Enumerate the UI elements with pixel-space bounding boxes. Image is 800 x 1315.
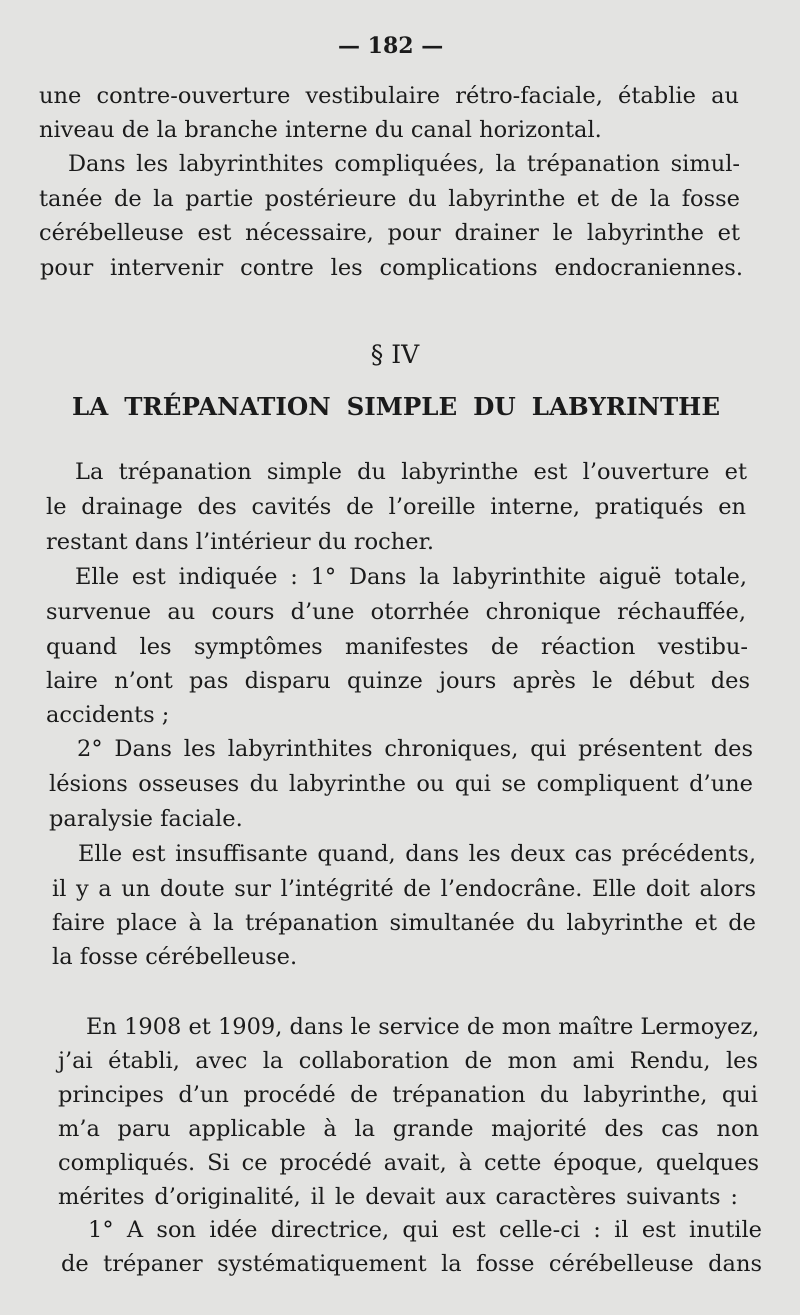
text-line: compliqués. Si ce procédé avait, à cette époque, quelques: [58, 1150, 759, 1176]
text-line: une contre-ouverture vestibulaire rétro-faciale, établie au: [39, 83, 739, 109]
text-line: la fosse cérébelleuse.: [52, 944, 298, 970]
text-line: laire n’ont pas disparu quinze jours après le début des: [46, 668, 750, 694]
page-number: — 182 —: [338, 33, 444, 59]
text-line: restant dans l’intérieur du rocher.: [46, 529, 435, 555]
section-title: LA TRÉPANATION SIMPLE DU LABYRINTHE: [72, 392, 720, 421]
text-line: tanée de la partie postérieure du labyrinthe et de la fosse: [39, 186, 740, 212]
text-line: Elle est insuffisante quand, dans les deux cas précédents,: [78, 841, 756, 867]
text-line: En 1908 et 1909, dans le service de mon maître Lermoyez,: [86, 1014, 760, 1040]
text-line: lésions osseuses du labyrinthe ou qui se compliquent d’une: [49, 771, 753, 797]
text-line: paralysie faciale.: [49, 806, 243, 832]
text-line: Elle est indiquée : 1° Dans la labyrinthite aiguë totale,: [75, 564, 747, 590]
text-line: La trépanation simple du labyrinthe est l’ouverture et: [75, 459, 747, 485]
text-line: Dans les labyrinthites compliquées, la trépanation simul-: [68, 151, 740, 177]
text-line: survenue au cours d’une otorrhée chronique réchauffée,: [46, 599, 746, 625]
text-line: mérites d’originalité, il le devait aux caractères suivants :: [58, 1184, 738, 1210]
text-line: accidents ;: [46, 702, 170, 728]
text-line: de trépaner systématiquement la fosse cérébelleuse dans: [61, 1251, 762, 1277]
text-line: principes d’un procédé de trépanation du labyrinthe, qui: [58, 1082, 758, 1108]
text-line: le drainage des cavités de l’oreille interne, pratiqués en: [46, 494, 746, 520]
text-line: 2° Dans les labyrinthites chroniques, qui présentent des: [77, 736, 753, 762]
text-line: cérébelleuse est nécessaire, pour drainer le labyrinthe et: [39, 220, 740, 246]
text-line: m’a paru applicable à la grande majorité des cas non: [58, 1116, 759, 1142]
text-line: quand les symptômes manifestes de réaction vestibu-: [46, 634, 748, 660]
text-line: j’ai établi, avec la collaboration de mon ami Rendu, les: [58, 1048, 758, 1074]
text-line: faire place à la trépanation simultanée du labyrinthe et de: [52, 910, 756, 936]
text-line: pour intervenir contre les complications endocraniennes.: [40, 255, 743, 281]
section-number: § IV: [370, 340, 420, 369]
text-line: niveau de la branche interne du canal horizontal.: [39, 117, 602, 143]
text-line: il y a un doute sur l’intégrité de l’endocrâne. Elle doit alors: [52, 876, 756, 902]
text-line: 1° A son idée directrice, qui est celle-ci : il est inutile: [88, 1217, 762, 1243]
